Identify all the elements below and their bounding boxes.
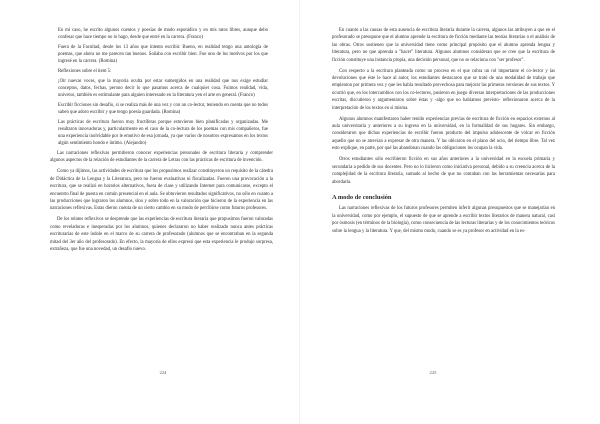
right-text-column: [332, 27, 555, 239]
quote-alejandro: Las prácticas de escritura fueron muy fructíferas porque estuvieron bien planificadas y organizadas. Me resultaron innovadoras y, particularmente en el caso de la co-lectura de los poemas con mis compañeros, fue una experiencia inolvidable por le emotivo de esa jornada, ya que varios de nosotros expresamos en los textos algún sentimiento hondo e íntimo. (Alejandro): [58, 120, 268, 146]
page-number-right: 225: [429, 370, 437, 375]
body-paragraph: Algunos alumnos manifestaron haber tenido experiencias previas de escritura de ficción en espacios externos al aula universitaria y anteriores a su ingreso en la universidad, en la formalidad de sus hogares. Sin embargo, consideraron que dichas experiencias de escribir fueron producto del impulso adolescente de volcar en ficción aquello que no se atrevían a expresar de otra manera. Y las ubicaron en el plano del ocio, del tiempo libre. Tal vez esto explique, en parte, por qué las abandonan cuando las obligaciones los ocupan la vida.: [332, 116, 555, 152]
body-paragraph: Como ya dijimos, las actividades de escritura que los propusimos realizar constituyeron un requisito de la cátedra de Didáctica de la Lengua y la Literatura, pero no fueron evaluativas ni fiscalizadas. Fueron una provocación a la escritura, que se realizó en horarios alternativos, fuera de clase y utilizando Internet para comunicarse, excepto el encuentro final de puesta en común presencial en el aula. Se obtuvieron resultados significativos, no sólo en cuanto a las producciones que lograron los alumnos, sino y sobre todo en la valoración que hicieron de la experiencia en las narraciones reflexivas. Estas dieron cuenta de un cierto cambio en su modo de percibirse como futuros profesores.: [50, 169, 273, 212]
quote-romina-1: Fuera de la Facultad, desde los 13 años que intento escribir. Bueno, en realidad tengo una antología de poemas, que ahora no me parecen tan buenos. Soñaba con escribir bien. Fue uno de los motivos por los que ingresé en la carrera. (Romina): [58, 45, 268, 64]
body-paragraph: Con respecto a la escritura planteada como un proceso en el que cobra un rol importante el co-lector y las devoluciones que éste le hace al autor, los estudiantes destacaron que se trató de una modalidad de trabajo que emplearon por primera vez y que les había resultado provechosa para mejorar las primeras versiones de sus textos. Y ocurrió que, en los intercambios con los co-lectores, pusieron en juego diversas interpretaciones de las producciones escritas, discutieron y argumentaron sobre éstas y -algo que no habíamos previsto- reflexionaron acerca de la interpretación de los textos en sí misma.: [332, 68, 555, 111]
body-paragraph: En cuanto a las causas de esta ausencia de escritura literaria durante la carrera, algunos las atribuyen a que en el profesorado se presupone que el alumno aprende la escritura de ficción mediante las teorías literarias o el análisis de las obras. Otros sostienen que la universidad tiene como principal propósito que el alumno aprenda lengua y literatura, pero no que aprenda a "hacer" literatura. Algunos alumnos consideran que se cree que la escritura de ficción constituye una instancia propia, una decisión personal, que no se relaciona con "ser profesor".: [332, 28, 555, 63]
quote-romina-2: Escribir ficciones sin desafío, si se realiza más de una vez y con un co-lector, teniendo en cuenta que no todos saben que adoro escribir y que tengo poesía guardada. (Romina): [58, 103, 268, 115]
quote-franco-2: ¡Oír nuevas voces, que la mayoría oculta por estar sumergidos en una realidad que nos exige estudiar conceptos, datos, fechas, perono decir lo que pasamos acerca de cualquier cosa. Fuimos realidad, vida, universo, también es estimulante para alguien interesado en la literatura yen el arte en general. (Franco): [58, 79, 268, 98]
quote-heading-item-5: Reflexiones sobre el ítem 5:: [58, 69, 112, 74]
section-title: A modo de conclusión: [332, 193, 392, 201]
page-number-left: 224: [159, 370, 167, 375]
body-paragraph: De los relatos reflexivos se desprende que las experiencias de escritura literaria que propusimos fueron valoradas como reveladoras e inesperadas por los alumnos, quienes declararon no haber realizado nunca antes prácticas escriturarias de este índole en el marco de su carrera de profesorado (alumnos que se encontraban en la segunda mitad del 3er año del profesorado). En efecto, la mayoría de ellos expresó que esta experiencia le produjo sorpresa, extrañeza, que fue una novedad, un desafío nuevo.: [50, 217, 273, 253]
right-page: [300, 0, 600, 424]
conclusion-paragraph: Las narraciones reflexivas de los futuros profesores permiten inferir algunas presupuestos que se manejarían en la universidad, como por ejemplo, el supuesto de que se aprende a escribir textos literarios de manera natural, casi por ósmosis (en términos de la biología), como consecuencia de las lecturas literarias y de los conocimientos teóricos sobre la lengua y la literatura. Y que, del mismo modo, cuando se es ya profesor en actividad en la es-: [332, 206, 555, 234]
body-paragraph: Otros estudiantes sólo escribieron ficción en sus años anteriores a la universidad en la escuela primaria y secundaria a pedido de sus docentes. Pero no lo hicieron como iniciativa personal, debido a su creencia acerca de la complejidad de la escritura literaria, sumado al hecho de que no contaban con las herramientas necesarias para abordarla.: [332, 157, 555, 185]
left-text-column: [50, 27, 273, 257]
quote-franco-1: En mi caso, he escrito algunos cuentos y poesías de modo esporádico y en mis ratos libres, aunque debo confesar que hace tiempo no lo hago, desde que entré en la carrera. (Franco): [58, 28, 268, 40]
body-paragraph: Las narraciones reflexivas permitieron conocer experiencias personales de escritura literaria y comprender algunos aspectos de la relación de estudiantes de la carrera de Letras con las prácticas de escritura de invención.: [50, 151, 273, 164]
